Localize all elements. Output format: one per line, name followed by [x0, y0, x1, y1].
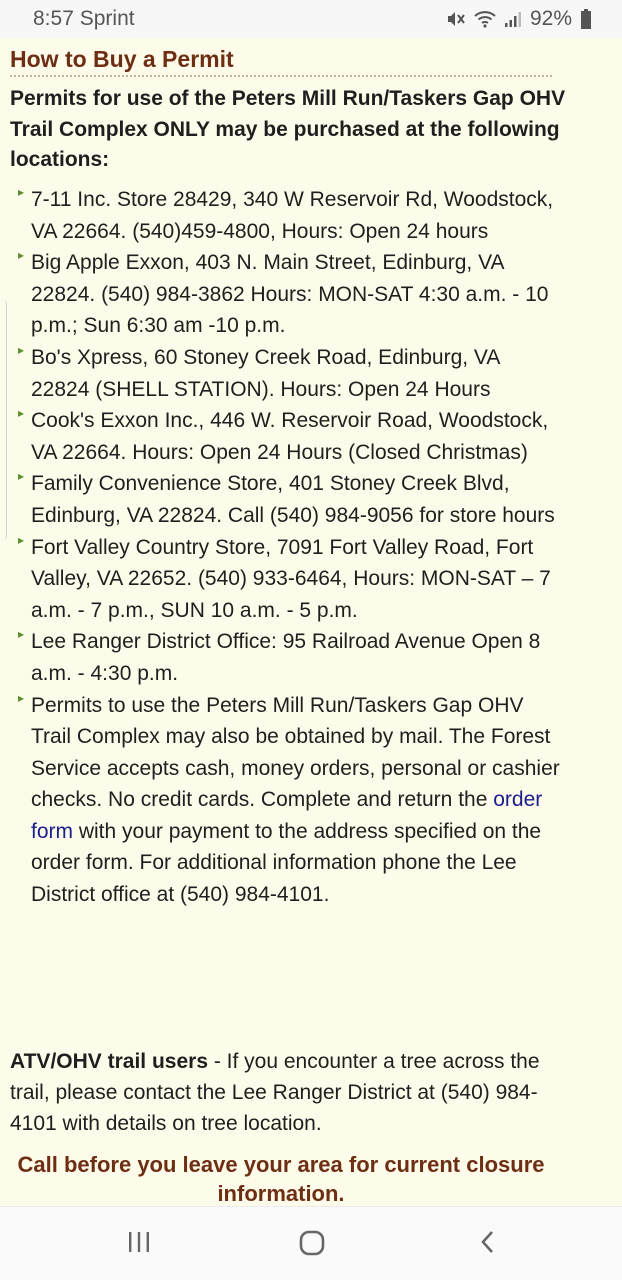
navigation-bar [0, 1206, 622, 1280]
page-content[interactable] [0, 38, 622, 1206]
bullet-icon: ▸ [18, 406, 25, 421]
atv-notice [10, 1046, 570, 1139]
list-item [18, 468, 563, 531]
status-time [33, 7, 135, 31]
bullet-icon: ▸ [18, 690, 25, 705]
list-item [18, 626, 563, 689]
bullet-icon: ▸ [18, 627, 25, 642]
atv-notice-text: - If you encounter a tree across the trail, please contact the Lee Ranger District at (540) 984-4101 with details on tree location. [10, 1050, 540, 1135]
bullet-icon: ▸ [18, 469, 25, 484]
location-text: Fort Valley Country Store, 7091 Fort Valley Road, Fort Valley, VA 22652. (540) 933-6464, Hours: MON-SAT – 7 a.m. - 7 p.m., SUN 10 a.m. - 5 p.m. [31, 535, 551, 622]
order-form-link[interactable]: order form [31, 788, 543, 843]
battery-percent: 92% [529, 7, 572, 30]
atv-notice-label: ATV/OHV trail users [10, 1050, 209, 1073]
bullet-icon: ▸ [18, 185, 25, 199]
wifi-icon [474, 10, 496, 28]
recent-apps-icon[interactable] [126, 1229, 152, 1260]
list-item-mail [18, 690, 563, 911]
bullet-icon: ▸ [18, 248, 25, 263]
clock: 8:57 [33, 7, 74, 30]
location-text: Big Apple Exxon, 403 N. Main Street, Edinburg, VA 22824. (540) 984-3862 Hours: MON-SAT 4:30 a.m. - 10 p.m.; Sun 6:30 am -10 p.m. [31, 251, 549, 338]
mute-icon [446, 10, 466, 28]
battery-icon [580, 9, 592, 29]
status-bar [0, 0, 622, 38]
page-heading: How to Buy a Permit [10, 46, 552, 77]
location-text: Bo's Xpress, 60 Stoney Creek Road, Edinburg, VA 22824 (SHELL STATION). Hours: Open 24 Hours [31, 345, 500, 401]
location-text: 7-11 Inc. Store 28429, 340 W Reservoir Rd, Woodstock, VA 22664. (540)459-4800, Hours: Open 24 hours [31, 188, 554, 243]
list-item [18, 342, 563, 405]
closure-callout: Call before you leave your area for current closure information. [17, 1152, 545, 1206]
carrier: Sprint [79, 7, 135, 30]
mail-text-after: with your payment to the address specified on the order form. For additional information phone the Lee District office at (540) 984-4101. [31, 819, 542, 907]
bullet-icon: ▸ [18, 532, 25, 547]
list-item [18, 184, 563, 247]
signal-icon [504, 10, 522, 28]
bullet-icon: ▸ [18, 342, 25, 357]
back-icon[interactable] [476, 1229, 500, 1260]
list-item [18, 247, 563, 342]
location-text: Lee Ranger District Office: 95 Railroad Avenue Open 8 a.m. - 4:30 p.m. [31, 630, 541, 685]
edge-panel-handle[interactable] [0, 300, 7, 540]
permit-intro: Permits for use of the Peters Mill Run/Taskers Gap OHV Trail Complex ONLY may be purchased at the following locations: [10, 87, 566, 171]
location-text: Family Convenience Store, 401 Stoney Creek Blvd, Edinburg, VA 22824. Call (540) 984-9056 for store hours [31, 472, 555, 527]
list-item [18, 405, 563, 468]
home-icon[interactable] [298, 1229, 326, 1262]
list-item [18, 532, 563, 627]
locations-list [18, 184, 563, 911]
mail-text-before: Permits to use the Peters Mill Run/Taskers Gap OHV Trail Complex may also be obtained by mail. The Forest Service accepts cash, money orders, personal or cashier checks. No credit cards. Complete and return the [31, 693, 560, 812]
location-text: Cook's Exxon Inc., 446 W. Reservoir Road, Woodstock, VA 22664. Hours: Open 24 Hours (Closed Christmas) [31, 409, 549, 464]
